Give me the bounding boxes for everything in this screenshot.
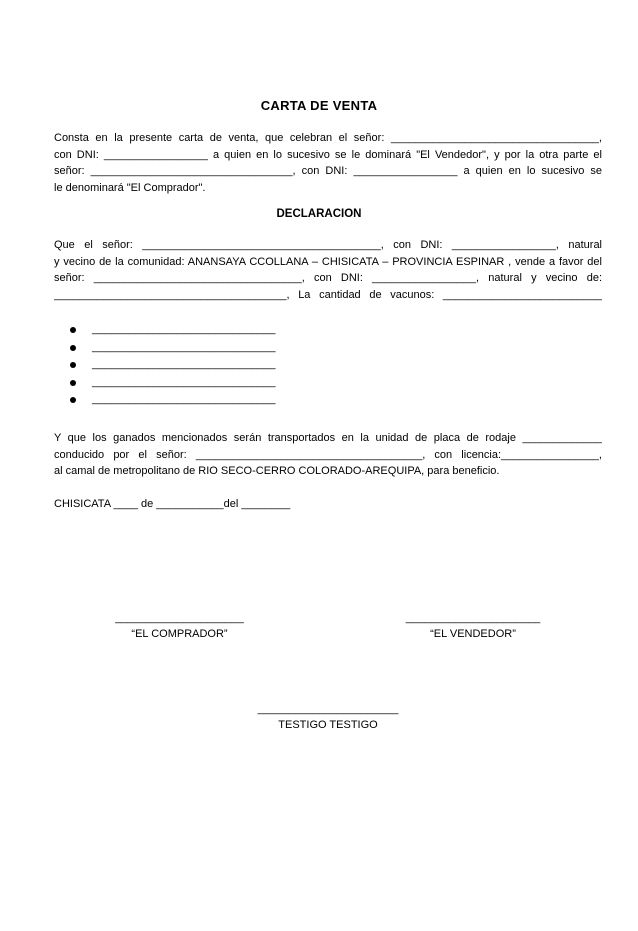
buyer-label: “EL COMPRADOR” — [131, 628, 228, 640]
transport-paragraph — [54, 430, 602, 480]
seller-label: “EL VENDEDOR” — [430, 628, 516, 640]
declaration-line: señor: __________________________________, con DNI: _________________, natural y vecino de: — [54, 272, 602, 284]
list-item — [54, 374, 354, 392]
declaration-line: y vecino de la comunidad: ANANSAYA CCOLLANA – CHISICATA – PROVINCIA ESPINAR , vende a favor del — [54, 255, 602, 268]
intro-line: le denominará "El Comprador". — [54, 181, 206, 194]
list-item — [54, 356, 354, 374]
bullet-icon — [70, 397, 76, 403]
intro-line: Consta en la presente carta de venta, que celebran el señor: __________________________________, — [54, 132, 602, 144]
list-item-blank: ______________________________ — [92, 340, 276, 353]
transport-line: Y que los ganados mencionados serán transportados en la unidad de placa de rodaje _____________ — [54, 432, 602, 444]
seller-signature-rule: ______________________ — [405, 612, 541, 624]
declaration-line: Que el señor: _______________________________________, con DNI: _________________, natural — [54, 239, 602, 251]
intro-line: señor: _________________________________, con DNI: _________________ a quien en lo sucesivo se — [54, 165, 602, 177]
transport-line: conducido por el señor: _____________________________________, con licencia:________________, — [54, 448, 602, 461]
list-item — [54, 321, 354, 339]
seller-signature — [383, 610, 563, 642]
witness-signature-rule: _______________________ — [257, 703, 399, 715]
bullet-icon — [70, 345, 76, 351]
cattle-list — [54, 321, 354, 409]
intro-line: con DNI: _________________ a quien en lo sucesivo se le dominará "El Vendedor", y por la otra parte el — [54, 148, 602, 161]
list-item-blank: ______________________________ — [92, 375, 276, 388]
declaration-paragraph — [54, 237, 602, 303]
declaration-line: ______________________________________, La cantidad de vacunos: __________________________ — [54, 288, 602, 301]
transport-line: al camal de metropolitano de RIO SECO-CERRO COLORADO-AREQUIPA, para beneficio. — [54, 465, 500, 477]
witness-signature — [234, 701, 422, 733]
witness-label: TESTIGO TESTIGO — [278, 719, 378, 731]
list-item-blank: ______________________________ — [92, 393, 276, 405]
place-date: CHISICATA ____ de ___________del ________ — [54, 498, 291, 510]
place-date-line — [54, 496, 602, 513]
bullet-icon — [70, 327, 76, 333]
buyer-signature — [92, 610, 267, 642]
buyer-signature-rule: _____________________ — [115, 612, 244, 624]
list-item-blank: ______________________________ — [92, 323, 276, 335]
declaration-heading: DECLARACION — [276, 208, 362, 220]
list-item — [54, 391, 354, 409]
intro-paragraph — [54, 130, 602, 196]
bullet-icon — [70, 380, 76, 386]
bullet-icon — [70, 362, 76, 368]
list-item — [54, 339, 354, 357]
list-item-blank: ______________________________ — [92, 358, 276, 370]
document-title: CARTA DE VENTA — [260, 98, 378, 113]
